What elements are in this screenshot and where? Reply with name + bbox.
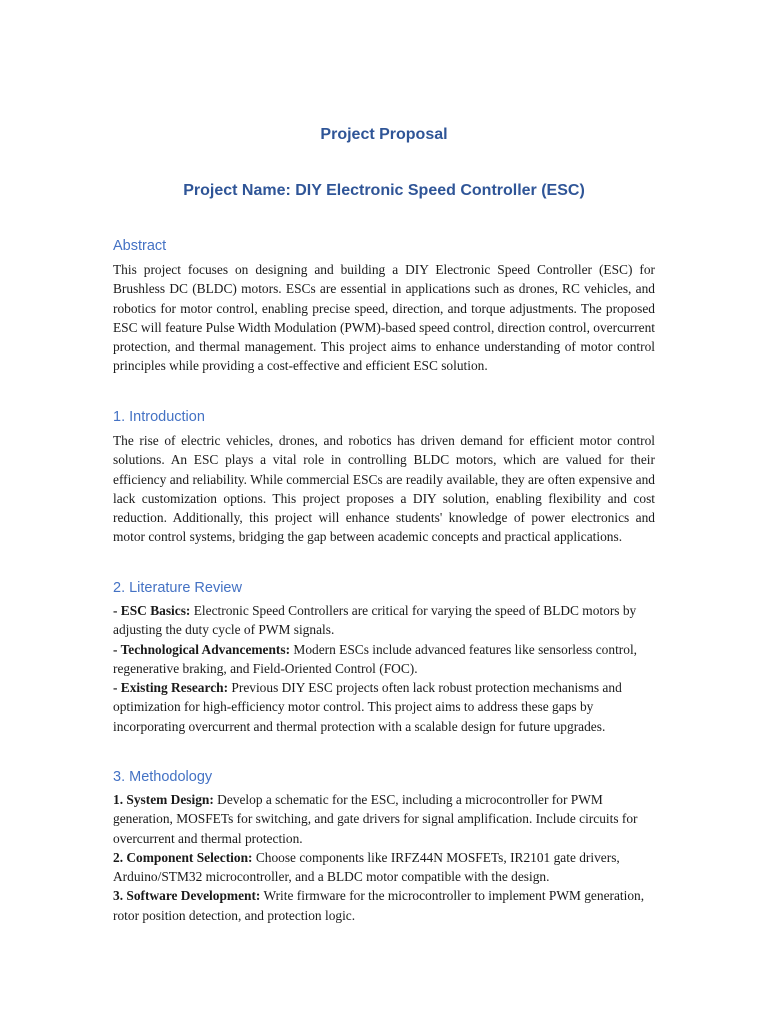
document-title: Project Proposal [320,126,448,143]
literature-item-tech-advancements [113,640,655,679]
methodology-heading: 3. Methodology [113,769,213,785]
abstract-text: This project focuses on designing and building a DIY Electronic Speed Controller (ESC) for Brushless DC (BLDC) motors. ESCs are essential in applications such as drones, RC vehicles, and robotics for motor control, enabling precise speed, direction, and torque adjustments. The proposed ESC will feature Pulse Width Modulation (PWM)-based speed control, direction control, overcurrent protection, and thermal management. This project aims to enhance understanding of motor control principles while providing a cost-effective and efficient ESC solution. [113,262,655,374]
literature-item-esc-basics [113,601,655,640]
literature-item-text: Previous DIY ESC projects often lack robust protection mechanisms and optimization for high-efficiency motor control. This project aims to address these gaps by incorporating overcurrent and thermal protection with a scalable design for future upgrades. [113,680,622,734]
methodology-item-text: Develop a schematic for the ESC, including a microcontroller for PWM generation, MOSFETs for switching, and gate drivers for signal amplification. Include circuits for overcurrent and thermal protection. [113,792,638,846]
methodology-item-system-design [113,790,655,848]
methodology-item-label: 3. Software Development: [113,888,261,904]
methodology-item-text: Write firmware for the microcontroller to implement PWM generation, rotor position detection, and protection logic. [113,888,645,923]
methodology-item-component-selection [113,848,655,887]
methodology-item-software-development [113,886,655,925]
methodology-item-label: 1. System Design: [113,792,214,807]
abstract-heading: Abstract [113,238,167,254]
literature-item-label: - Technological Advancements: [113,641,291,657]
literature-item-label: - Existing Research: [113,680,229,696]
literature-item-existing-research [113,678,655,736]
literature-review-heading: 2. Literature Review [113,580,242,596]
methodology-item-label: 2. Component Selection: [113,849,253,865]
introduction-text: The rise of electric vehicles, drones, and robotics has driven demand for efficient motor control solutions. An ESC plays a vital role in controlling BLDC motors, which are valued for their efficiency and reliability. While commercial ESCs are readily available, they are often expensive and lack customization options. This project proposes a DIY solution, enabling flexibility and cost reduction. Additionally, this project will enhance students' knowledge of power electronics and motor control systems, bridging the gap between academic concepts and practical applications. [113,433,655,545]
methodology-item-text: Choose components like IRFZ44N MOSFETs, IR2101 gate drivers, Arduino/STM32 microcontroller, and a BLDC motor compatible with the design. [113,849,620,885]
literature-item-text: Electronic Speed Controllers are critical for varying the speed of BLDC motors by adjusting the duty cycle of PWM signals. [113,603,637,638]
methodology-list [113,790,655,925]
literature-item-label: - ESC Basics: [113,603,191,618]
literature-item-text: Modern ESCs include advanced features like sensorless control, regenerative braking, and Field-Oriented Control (FOC). [113,641,638,676]
introduction-heading: 1. Introduction [113,409,205,425]
project-name-title: Project Name: DIY Electronic Speed Controller (ESC) [183,182,585,199]
literature-review-list [113,601,655,736]
